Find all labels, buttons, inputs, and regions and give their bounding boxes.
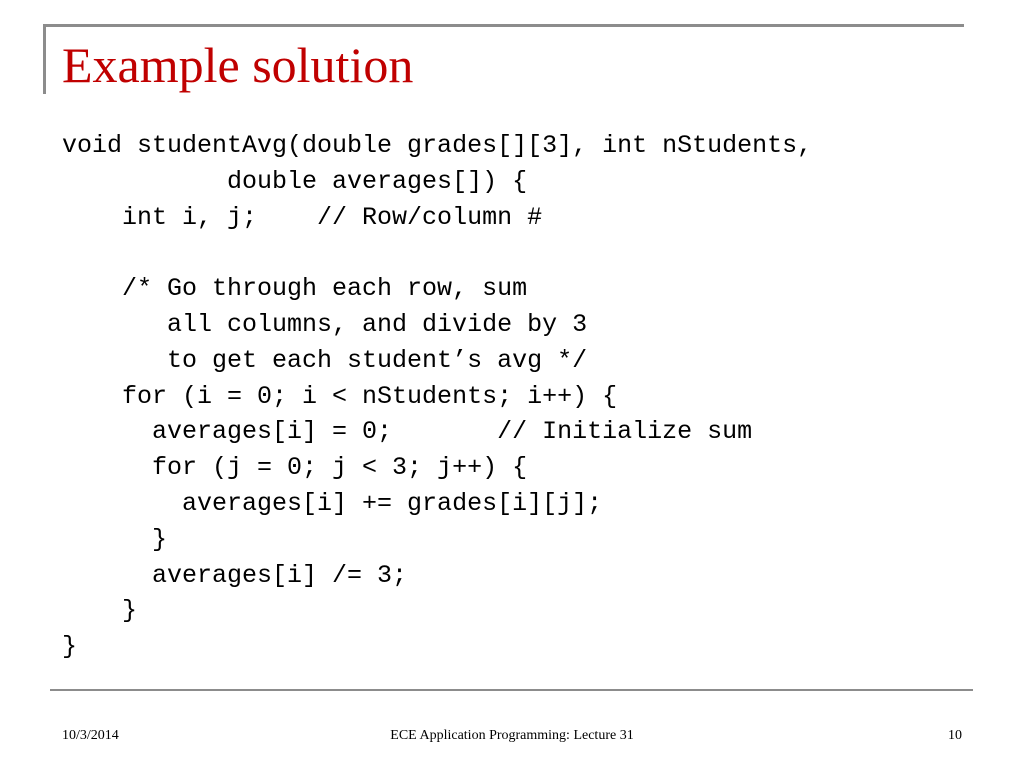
code-line: /* Go through each row, sum — [62, 274, 528, 304]
frame-left-line — [43, 24, 46, 94]
code-line: int i, j; // Row/column # — [62, 202, 543, 232]
code-line: } — [62, 596, 138, 626]
footer-date: 10/3/2014 — [62, 728, 119, 743]
code-line: averages[i] += grades[i][j]; — [62, 488, 603, 518]
footer-page-number: 10 — [948, 728, 962, 743]
slide-title: Example solution — [62, 37, 414, 93]
code-line: for (j = 0; j < 3; j++) { — [62, 453, 528, 483]
footer-divider — [50, 689, 973, 691]
footer-course: ECE Application Programming: Lecture 31 — [390, 728, 634, 743]
code-line: averages[i] /= 3; — [62, 560, 408, 590]
code-line: void studentAvg(double grades[][3], int nStudents, — [62, 131, 813, 160]
code-line: } — [62, 524, 168, 554]
frame-top-line — [43, 24, 964, 27]
code-line — [62, 235, 812, 271]
code-block — [62, 128, 812, 665]
code-line: all columns, and divide by 3 — [62, 309, 588, 339]
code-line: for (i = 0; i < nStudents; i++) { — [62, 381, 618, 411]
code-line: to get each student’s avg */ — [62, 345, 588, 375]
code-line: averages[i] = 0; // Initialize sum — [62, 417, 753, 447]
code-line: double averages[]) { — [62, 166, 528, 196]
code-line: } — [62, 632, 78, 662]
